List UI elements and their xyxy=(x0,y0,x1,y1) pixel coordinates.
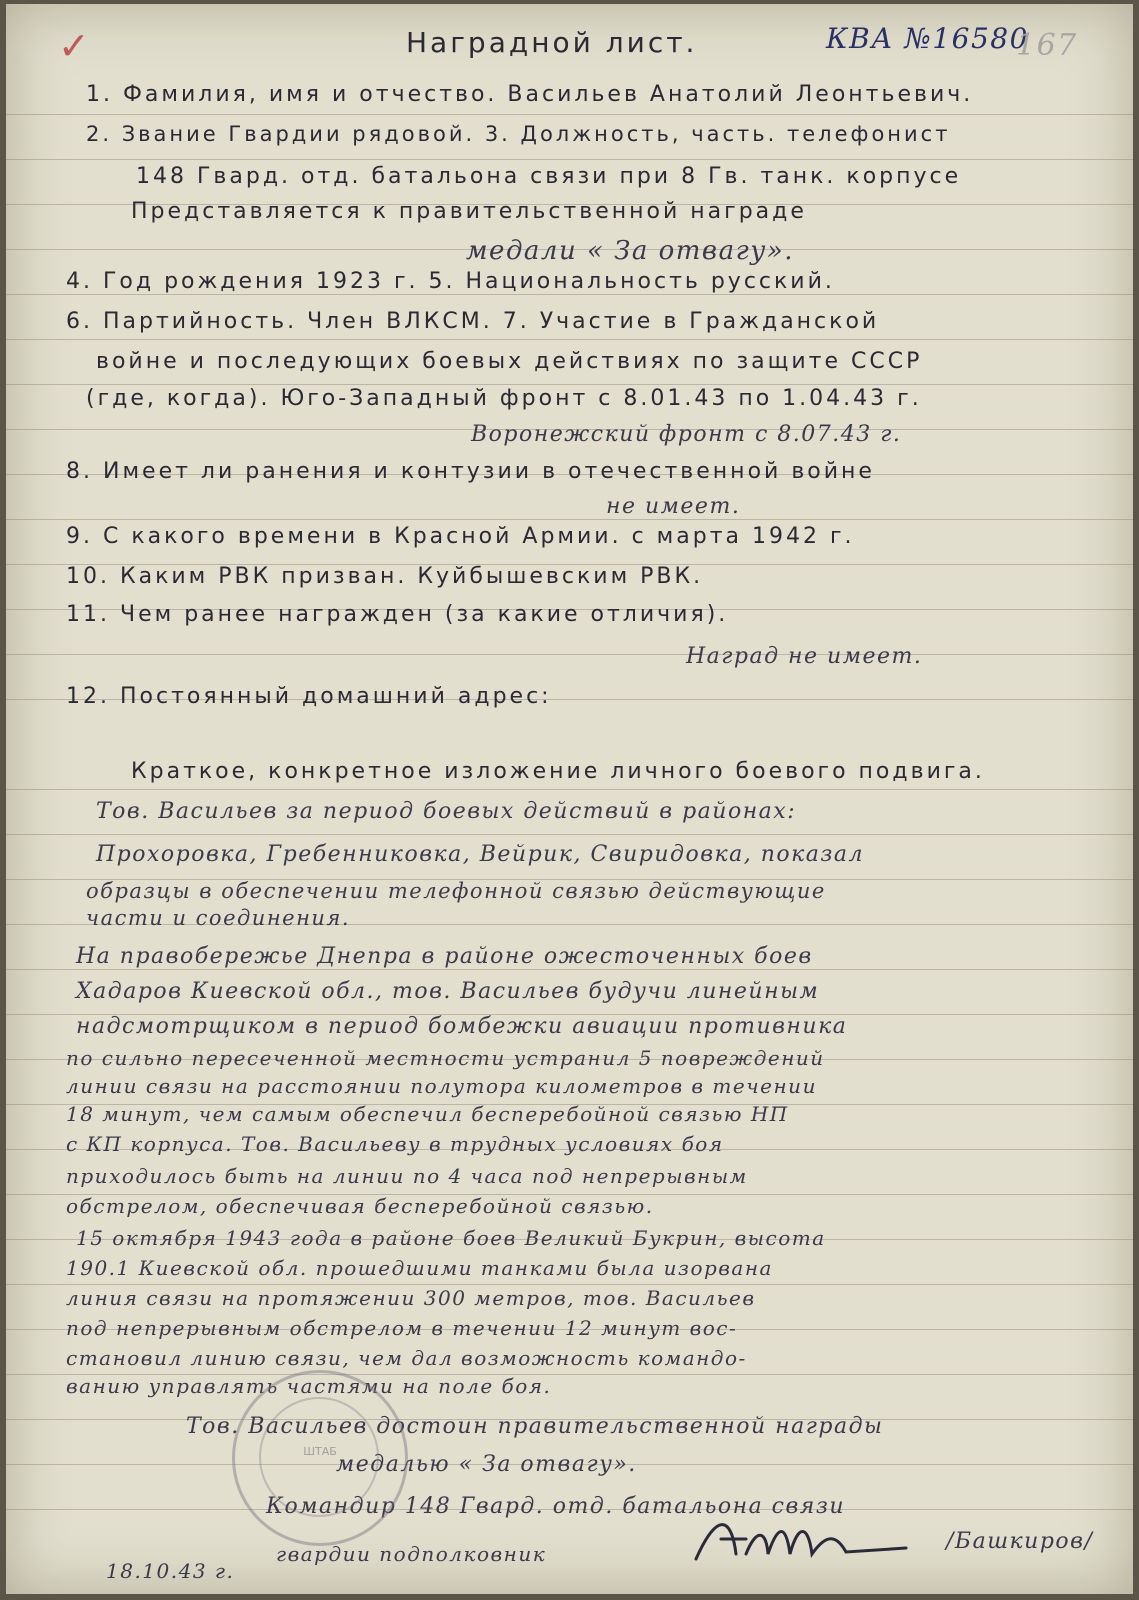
field-previous-awards-answer: Наград не имеет. xyxy=(686,644,923,669)
narrative-line: Тов. Васильев за период боевых действий в районах: xyxy=(96,799,797,824)
field-party: 6. Партийность. Член ВЛКСМ. 7. Участие в Гражданской xyxy=(66,309,880,334)
document-date: 18.10.43 г. xyxy=(106,1559,235,1583)
field-service-since: 9. С какого времени в Красной Армии. с марта 1942 г. xyxy=(66,524,855,549)
ruled-line xyxy=(6,789,1133,790)
field-participation: войне и последующих боевых действиях по защите СССР xyxy=(96,349,923,374)
narrative-line: 190.1 Киевской обл. прошедшими танками была изорвана xyxy=(66,1256,773,1280)
narrative-line: части и соединения. xyxy=(86,906,351,930)
commander-name: /Башкиров/ xyxy=(946,1529,1094,1554)
narrative-line: Прохоровка, Гребенниковка, Вейрик, Свиридовка, показал xyxy=(96,842,865,867)
narrative-line: линия связи на протяжении 300 метров, тов. Васильев xyxy=(66,1286,756,1310)
field-draft-office: 10. Каким РВК призван. Куйбышевским РВК. xyxy=(66,564,704,589)
narrative-line: приходилось быть на линии по 4 часа под непрерывным xyxy=(66,1164,748,1188)
field-nomination: Представляется к правительственной награде xyxy=(131,199,807,224)
narrative-line: На правобережье Днепра в районе ожесточенных боев xyxy=(76,944,813,969)
ruled-line xyxy=(6,159,1133,160)
narrative-line: ванию управлять частями на поле боя. xyxy=(66,1374,552,1398)
ruled-line xyxy=(6,519,1133,520)
field-wounds-answer: не имеет. xyxy=(606,494,741,519)
narrative-line: надсмотрщиком в период бомбежки авиации противника xyxy=(76,1014,848,1039)
field-award-name: медали « За отвагу». xyxy=(466,236,794,266)
conclusion-award: медалью « За отвагу». xyxy=(336,1452,637,1477)
field-rank-position: 2. Звание Гвардии рядовой. 3. Должность, часть. телефонист xyxy=(86,122,951,146)
page-number: 167 xyxy=(1016,28,1078,63)
narrative-line: Хадаров Киевской обл., тов. Васильев будучи линейным xyxy=(76,979,820,1004)
narrative-line: образцы в обеспечении телефонной связью действующие xyxy=(86,879,826,903)
field-unit: 148 Гвард. отд. батальона связи при 8 Гв. танк. корпусе xyxy=(136,164,962,189)
ruled-line xyxy=(6,114,1133,115)
narrative-line: 15 октября 1943 года в районе боев Великий Букрин, высота xyxy=(76,1226,826,1250)
narrative-line: под непрерывным обстрелом в течении 12 минут вос- xyxy=(66,1316,738,1340)
field-front-2: Воронежский фронт с 8.07.43 г. xyxy=(471,422,902,447)
field-previous-awards: 11. Чем ранее награжден (за какие отличия). xyxy=(66,602,729,627)
narrative-line: становил линию связи, чем дал возможность командо- xyxy=(66,1346,747,1370)
ruled-line xyxy=(6,384,1133,385)
award-sheet xyxy=(6,4,1133,1594)
official-stamp xyxy=(232,1370,408,1546)
section-heading-feat: Краткое, конкретное изложение личного боевого подвига. xyxy=(131,759,985,784)
narrative-line: линии связи на расстоянии полутора километров в течении xyxy=(66,1074,817,1098)
archive-number: КВА №16580 xyxy=(826,22,1029,55)
conclusion-line: Тов. Васильев достоин правительственной награды xyxy=(186,1414,884,1439)
field-full-name: 1. Фамилия, имя и отчество. Васильев Анатолий Леонтьевич. xyxy=(86,82,974,107)
commander-title: Командир 148 Гвард. отд. батальона связи xyxy=(266,1494,846,1519)
ruled-line xyxy=(6,969,1133,970)
field-birth-year: 4. Год рождения 1923 г. 5. Национальность русский. xyxy=(66,269,835,294)
ruled-line xyxy=(6,339,1133,340)
signature-icon xyxy=(686,1504,916,1574)
stamp-text: ШТАБ xyxy=(303,1445,337,1458)
field-wounds: 8. Имеет ли ранения и контузии в отечественной войне xyxy=(66,459,875,484)
ruled-line xyxy=(6,294,1133,295)
narrative-line: обстрелом, обеспечивая бесперебойной связью. xyxy=(66,1194,654,1218)
check-mark-icon: ✓ xyxy=(58,24,90,68)
ruled-line xyxy=(6,834,1133,835)
commander-rank: гвардии подполковник xyxy=(276,1542,547,1566)
field-home-address: 12. Постоянный домашний адрес: xyxy=(66,684,552,709)
ruled-line xyxy=(6,654,1133,655)
ruled-line xyxy=(6,1284,1133,1285)
field-front-1: (где, когда). Юго-Западный фронт с 8.01.43 по 1.04.43 г. xyxy=(86,386,922,411)
narrative-line: 18 минут, чем самым обеспечил бесперебойной связью НП xyxy=(66,1102,789,1126)
document-title: Наградной лист. xyxy=(406,26,698,59)
narrative-line: с КП корпуса. Тов. Васильеву в трудных условиях боя xyxy=(66,1132,724,1156)
narrative-line: по сильно пересеченной местности устранил 5 повреждений xyxy=(66,1046,825,1070)
